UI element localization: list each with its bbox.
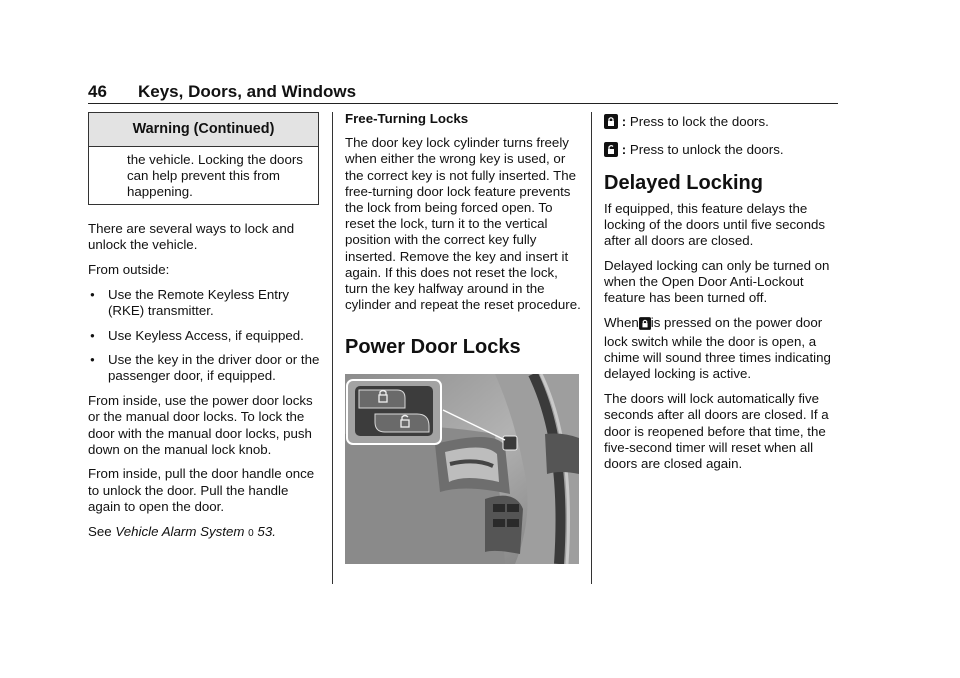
when-rest: is pressed on the power door lock switch while the door is open, a chime will sound three times indicating delayed locking is active. — [604, 314, 831, 382]
see-ref-link[interactable]: Vehicle Alarm System — [115, 523, 245, 539]
delayed-locking-heading: Delayed Locking — [604, 172, 763, 195]
see-reference — [88, 524, 320, 542]
lock-instruction — [604, 114, 840, 133]
intro-text: There are several ways to lock and unlock the vehicle. — [88, 221, 295, 253]
unlock-text: Press to unlock the doors. — [629, 142, 784, 158]
delayed-p2: Delayed locking can only be turned on when the Open Door Anti-Lockout feature has been turned off. — [604, 257, 830, 306]
lock-icon — [604, 114, 618, 133]
door-lock-photo — [345, 374, 579, 564]
page-number: 46 — [88, 82, 107, 101]
lock-text: Press to lock the doors. — [629, 114, 769, 129]
unlock-instruction — [604, 142, 840, 161]
delayed-p1: If equipped, this feature delays the locking of the doors until five seconds after all doors are closed. — [604, 200, 826, 249]
page-title: Keys, Doors, and Windows — [138, 82, 357, 101]
inside-handle-text: From inside, pull the door handle once to unlock the door. Pull the handle again to open the door. — [88, 466, 315, 514]
warning-title: Warning (Continued) — [89, 113, 318, 147]
bullet-dot: ● — [90, 355, 95, 365]
warning-box — [88, 112, 319, 205]
when-prefix: When — [604, 314, 639, 330]
bullet-text: Use Keyless Access, if equipped. — [108, 327, 304, 343]
lock-sep: : — [621, 114, 627, 129]
column-divider-2 — [591, 112, 592, 584]
delayed-p3 — [604, 315, 840, 383]
free-turning-body: The door key lock cylinder turns freely when either the wrong key is used, or the correct key is not fully inserted. The free-turning door lock feature prevents the lock from being forced open. To reset the lock, turn it to the vertical position with the correct key fully inserted. Remove the key and insert it again. If this does not reset the lock, turn the key halfway around in the cylinder and repeat the reset procedure. — [345, 135, 581, 313]
bullet-dot: ● — [90, 330, 95, 340]
power-door-locks-heading: Power Door Locks — [345, 336, 521, 358]
unlock-icon — [604, 142, 618, 161]
page-ref-arrow: 0 — [248, 527, 254, 539]
unlock-sep: : — [621, 142, 627, 158]
free-turning-heading: Free-Turning Locks — [345, 111, 469, 126]
delayed-p4: The doors will lock automatically five seconds after all doors are closed. If a door is reopened before that time, the five-second timer will reset when all doors are closed again. — [604, 391, 829, 471]
column-1 — [88, 221, 320, 550]
lock-icon — [639, 317, 651, 334]
header-rule — [88, 103, 838, 104]
list-item — [88, 352, 320, 384]
inside-power-text: From inside, use the power door locks or the manual door locks. To lock the door with the manual door locks, push down on the manual lock knob. — [88, 393, 313, 457]
bullet-text: Use the Remote Keyless Entry (RKE) transmitter. — [108, 286, 290, 318]
list-item — [88, 287, 320, 319]
warning-body: the vehicle. Locking the doors can help prevent this from happening. — [127, 152, 303, 200]
see-prefix: See — [88, 523, 112, 539]
bullet-dot: ● — [90, 289, 95, 299]
bullet-text: Use the key in the driver door or the passenger door, if equipped. — [108, 352, 320, 384]
see-page: 53. — [257, 523, 276, 539]
column-2 — [345, 111, 581, 322]
page-header — [88, 82, 838, 104]
column-divider-1 — [332, 112, 333, 584]
column-3 — [604, 114, 840, 481]
from-outside-text: From outside: — [88, 261, 170, 277]
list-item — [88, 328, 320, 344]
door-panel-illustration — [345, 374, 579, 564]
